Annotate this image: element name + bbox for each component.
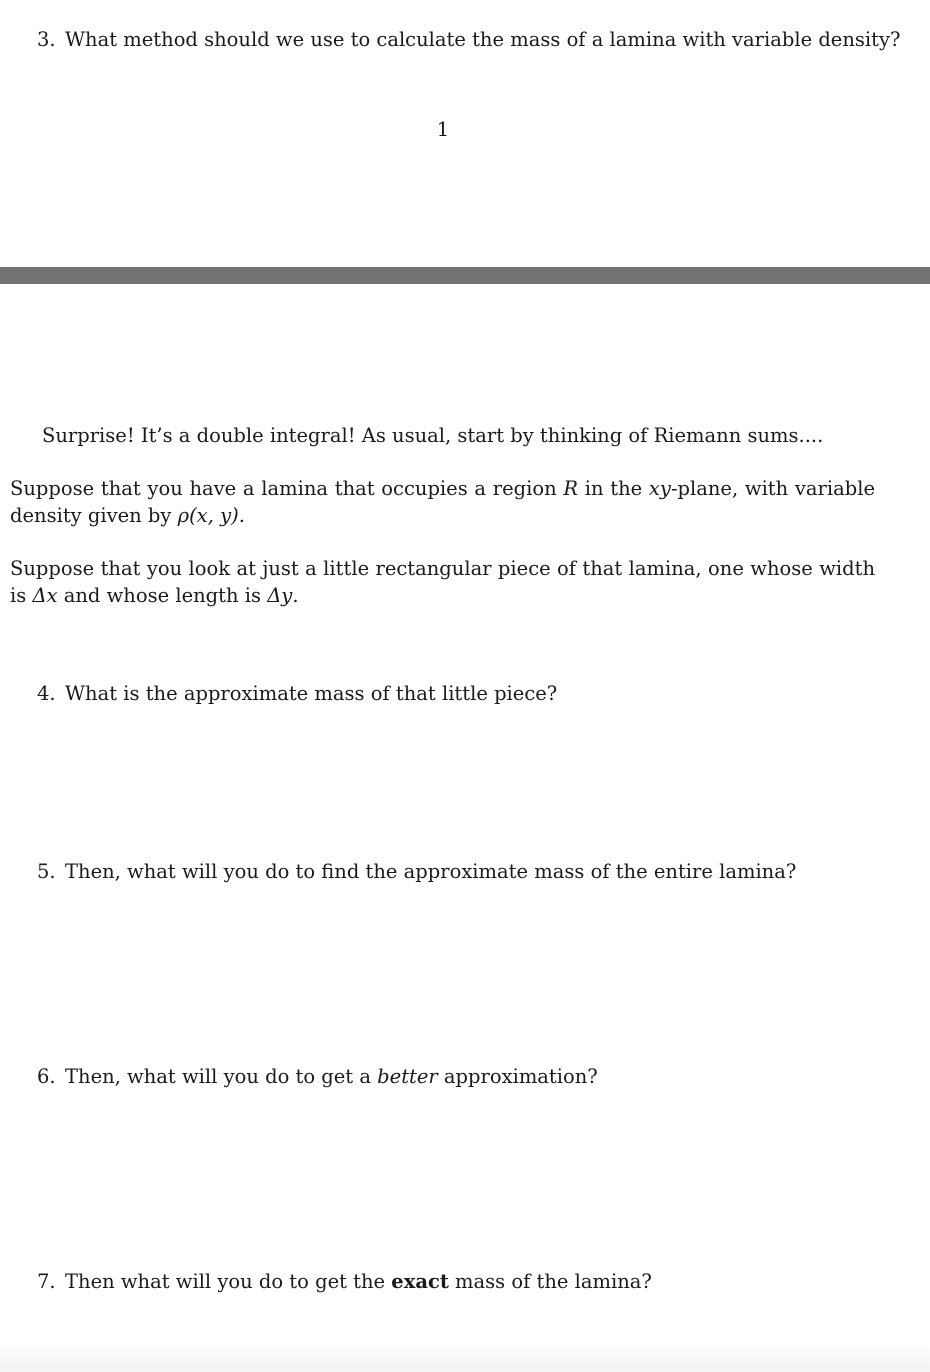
page-divider [0,267,930,284]
question-text: What method should we use to calculate the mass of a lamina with variable density? [65,28,901,51]
math-var-xy: xy [648,477,671,500]
math-delta-y: Δy [267,584,293,607]
question-number: 4. [37,682,56,705]
page-number: 1 [436,118,450,141]
text-segment: mass of the lamina? [448,1270,652,1293]
text-segment: approximation? [437,1065,598,1088]
text-segment: Suppose that you look at just a little rectangular piece of that lamina, one whose width is [10,557,875,607]
question-number: 3. [37,28,56,51]
text-segment: Then, what will you do to get a [65,1065,378,1088]
text-segment: . [238,504,245,527]
text-segment: . [292,584,299,607]
bold-exact: exact [391,1270,449,1293]
text-segment: and whose length is [57,584,268,607]
question-4 [37,680,557,707]
math-density-function: ρ(x, y) [177,504,239,527]
text-segment: -plane, with variable density given by [10,477,875,527]
text-segment: Then what will you do to get the [65,1270,392,1293]
question-text [65,1270,652,1293]
question-5 [37,858,796,885]
question-number: 5. [37,860,56,883]
text-segment: Suppose that you have a lamina that occupies a region [10,477,564,500]
text-segment: in the [578,477,649,500]
question-number: 6. [37,1065,56,1088]
question-number: 7. [37,1270,56,1293]
question-3 [37,26,900,53]
math-delta-x: Δx [32,584,58,607]
question-7 [37,1268,652,1295]
intro-text: Surprise! It’s a double integral! As usual, start by thinking of Riemann sums.... [42,424,824,447]
paragraph-rectangular-piece [10,555,875,609]
question-6 [37,1063,598,1090]
page-bottom-edge [0,1340,930,1372]
question-text: Then, what will you do to find the approximate mass of the entire lamina? [65,860,797,883]
question-text [65,1065,598,1088]
paragraph-lamina-region [10,475,875,529]
emphasis-better: better [377,1065,438,1088]
question-text: What is the approximate mass of that little piece? [65,682,558,705]
math-var-r: R [563,477,579,500]
